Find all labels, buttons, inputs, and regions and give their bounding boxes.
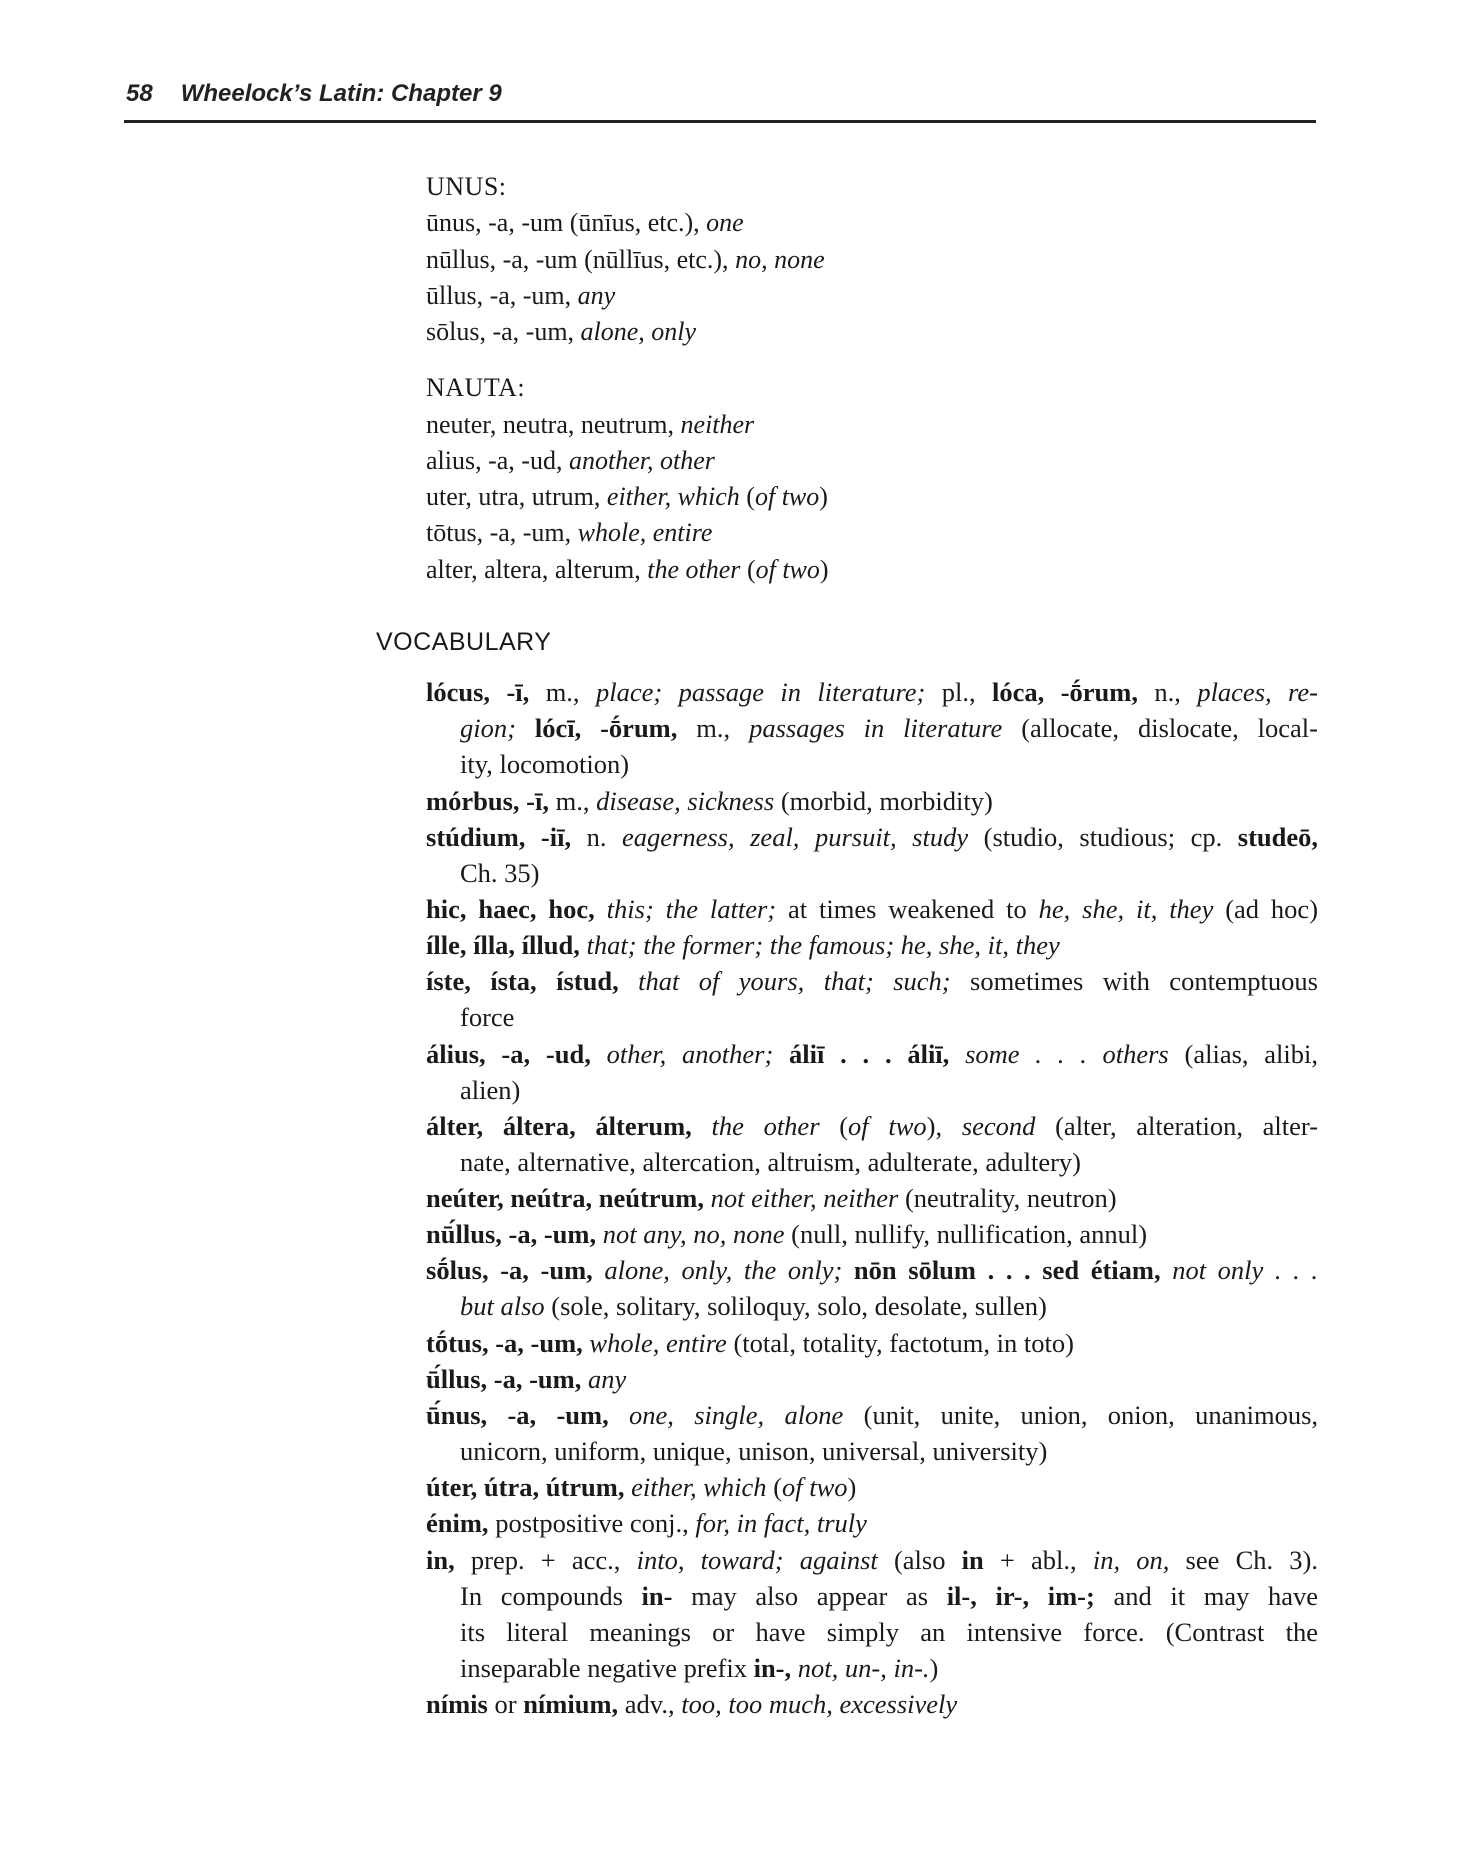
vocab-entry-nimis: nímis or nímium, adv., too, too much, excessively [426, 1689, 958, 1719]
nauta-group-line: alius, -a, -ud, another, other [426, 446, 715, 475]
vocab-entry-uter: úter, útra, útrum, either, which (of two) [426, 1472, 857, 1502]
vocab-entry-unus-cont: unicorn, uniform, unique, unison, universal, university) [460, 1436, 1048, 1466]
running-head [126, 80, 502, 108]
vocab-entry-alius: álius, -a, -ud, other, another; áliī . . . áliī, some . . . others (alias, alibi, [426, 1039, 1319, 1069]
unus-group-line: nūllus, -a, -um (nūllīus, etc.), no, none [426, 245, 825, 274]
vocab-entry-locus-cont: gion; lócī, -ṓrum, m., passages in literature (allocate, dislocate, local- [460, 713, 1318, 743]
vocab-entry-morbus: mórbus, -ī, m., disease, sickness (morbid, morbidity) [426, 786, 993, 816]
unus-group-line: sōlus, -a, -um, alone, only [426, 317, 697, 346]
vocab-entry-alter: álter, áltera, álterum, the other (of two), second (alter, alteration, alter- [426, 1111, 1319, 1141]
vocab-entry-iste-cont: force [460, 1002, 515, 1032]
vocab-entry-ullus: ū́llus, -a, -um, any [426, 1364, 627, 1394]
vocab-entry-hic: hic, haec, hoc, this; the latter; at times weakened to he, she, it, they (ad hoc) [426, 894, 1319, 924]
vocab-entry-in: in, prep. + acc., into, toward; against (also in + abl., in, on, see Ch. 3). [426, 1545, 1318, 1575]
nauta-group-line: alter, altera, alterum, the other (of two) [426, 555, 829, 584]
vocab-entry-in-cont: inseparable negative prefix in-, not, un-, in-.) [460, 1653, 939, 1683]
vocab-entry-solus-cont: but also (sole, solitary, soliloquy, solo, desolate, sullen) [460, 1291, 1047, 1321]
vocab-entry-enim: énim, postpositive conj., for, in fact, truly [426, 1508, 867, 1538]
running-title: Wheelock’s Latin: Chapter 9 [180, 80, 502, 107]
header-rule [124, 120, 1316, 123]
vocab-entry-unus: ū́nus, -a, -um, one, single, alone (unit, unite, union, onion, unanimous, [426, 1400, 1319, 1430]
nauta-group-heading: NAUTA: [426, 373, 526, 402]
vocab-entry-alius-cont: alien) [460, 1075, 521, 1105]
nauta-group-line: neuter, neutra, neutrum, neither [426, 410, 755, 439]
vocab-entry-in-cont: In compounds in- may also appear as il-, ir-, im-; and it may have [460, 1581, 1319, 1611]
unus-group-heading: UNUS: [426, 172, 507, 201]
vocab-entry-nullus: nū́llus, -a, -um, not any, no, none (null, nullify, nullification, annul) [426, 1219, 1148, 1249]
nauta-group-line: uter, utra, utrum, either, which (of two) [426, 482, 828, 511]
vocab-entry-studium-cont: Ch. 35) [460, 858, 540, 888]
vocab-entry-totus: tṓtus, -a, -um, whole, entire (total, totality, factotum, in toto) [426, 1328, 1074, 1358]
vocabulary-heading: VOCABULARY [376, 628, 552, 656]
nauta-group-line: tōtus, -a, -um, whole, entire [426, 518, 713, 547]
vocab-entry-ille: ílle, ílla, íllud, that; the former; the famous; he, she, it, they [426, 930, 1060, 960]
page-number: 58 [126, 80, 153, 107]
unus-group-line: ūnus, -a, -um (ūnīus, etc.), one [426, 208, 744, 237]
vocab-entry-iste: íste, ísta, ístud, that of yours, that; such; sometimes with contemptuous [426, 966, 1318, 996]
unus-group-line: ūllus, -a, -um, any [426, 281, 616, 310]
vocab-entry-in-cont: its literal meanings or have simply an intensive force. (Contrast the [460, 1617, 1318, 1647]
vocab-entry-alter-cont: nate, alternative, altercation, altruism, adulterate, adultery) [460, 1147, 1081, 1177]
vocab-entry-solus: sṓlus, -a, -um, alone, only, the only; nōn sōlum . . . sed étiam, not only . . . [426, 1255, 1318, 1285]
vocab-entry-studium: stúdium, -iī, n. eagerness, zeal, pursuit, study (studio, studious; cp. studeō, [426, 822, 1319, 852]
vocab-entry-locus: lócus, -ī, m., place; passage in literature; pl., lóca, -ṓrum, n., places, re- [426, 677, 1318, 707]
vocab-entry-locus-cont: ity, locomotion) [460, 749, 630, 779]
vocab-entry-neuter: neúter, neútra, neútrum, not either, neither (neutrality, neutron) [426, 1183, 1117, 1213]
